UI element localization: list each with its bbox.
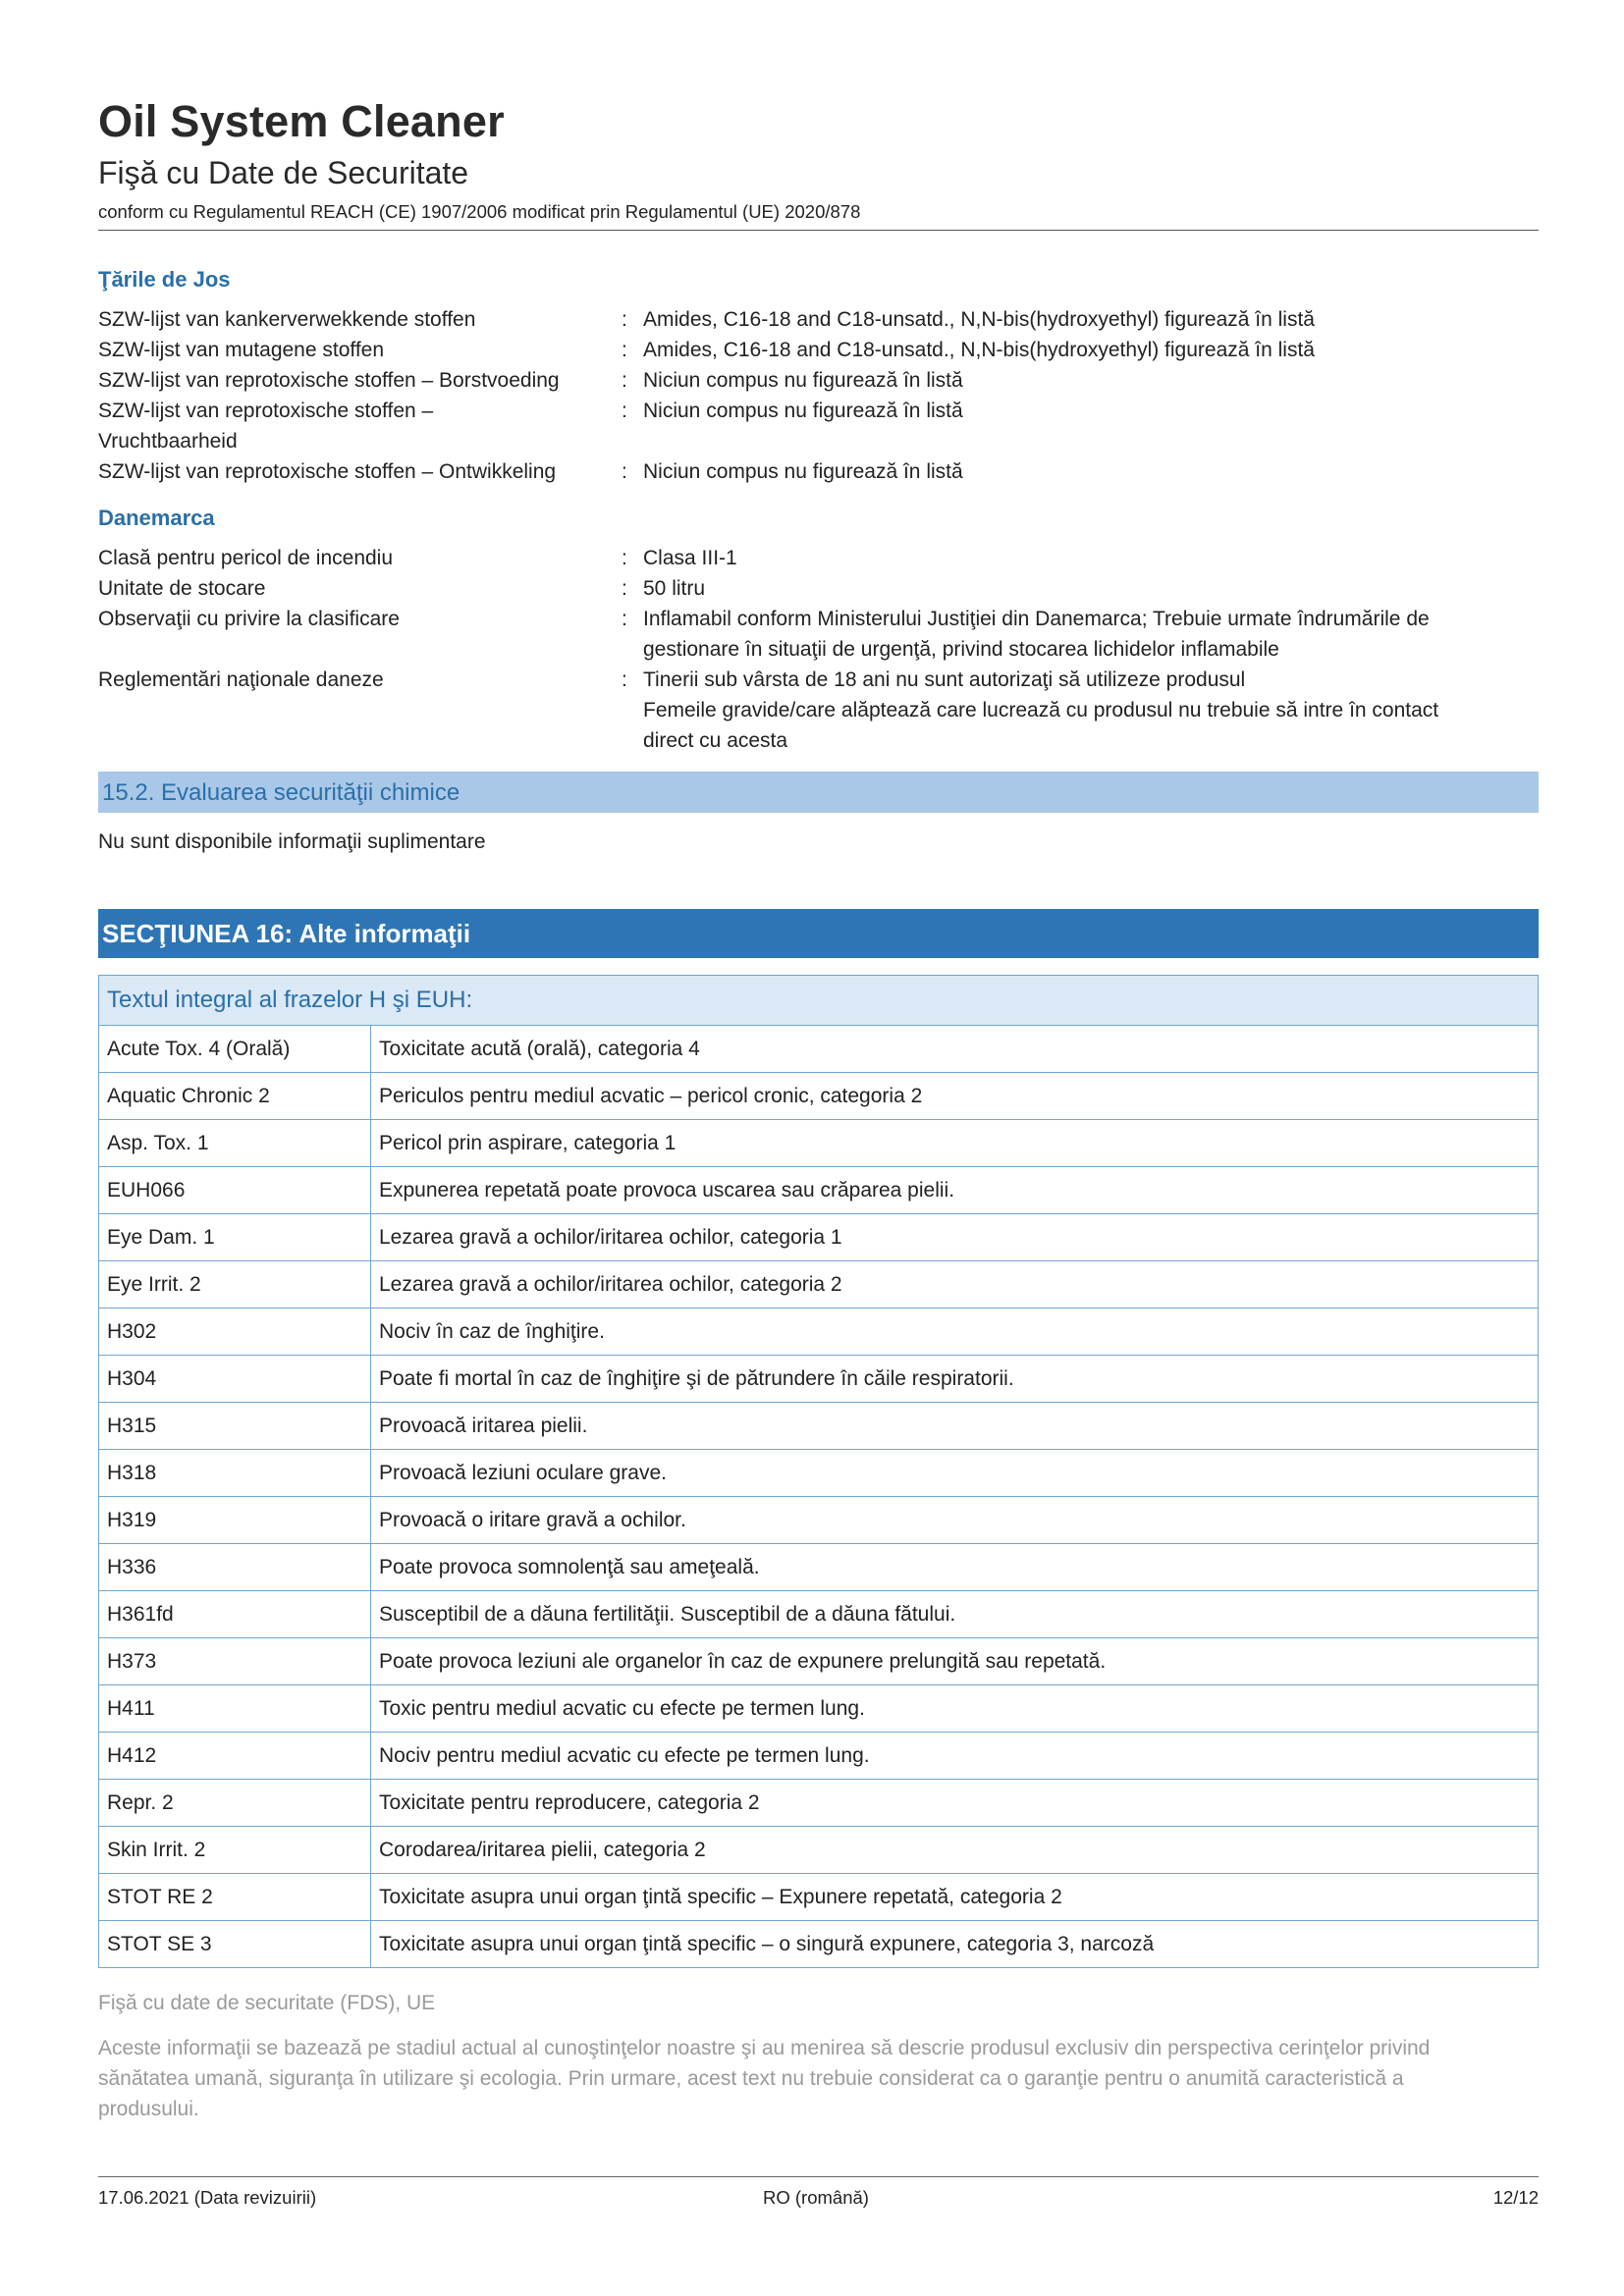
h-phrase-code: Acute Tox. 4 (Orală) — [99, 1026, 371, 1073]
h-phrase-text: Lezarea gravă a ochilor/iritarea ochilor, categoria 1 — [371, 1214, 1539, 1261]
h-phrase-code: H319 — [99, 1497, 371, 1544]
h-phrase-code: EUH066 — [99, 1167, 371, 1214]
h-phrase-code: H361fd — [99, 1591, 371, 1638]
h-phrase-row — [99, 1591, 1539, 1638]
h-phrase-row — [99, 1733, 1539, 1780]
row-separator: : — [622, 460, 627, 483]
h-phrase-row — [99, 1403, 1539, 1450]
row-key: SZW-lijst van reprotoxische stoffen – Ontwikkeling — [98, 460, 557, 483]
row-separator: : — [622, 608, 627, 630]
subsection-15-2-title: 15.2. Evaluarea securităţii chimice — [102, 779, 460, 806]
h-phrases-table-title: Textul integral al frazelor H şi EUH: — [99, 976, 1539, 1026]
h-phrase-text: Provoacă leziuni oculare grave. — [371, 1450, 1539, 1497]
row-key: SZW-lijst van reprotoxische stoffen – Borstvoeding — [98, 369, 560, 392]
h-phrase-code: H304 — [99, 1356, 371, 1403]
row-value-continuation: Femeile gravide/care alăptează care lucrează cu produsul nu trebuie să intre în contact — [643, 699, 1439, 721]
row-value: Niciun compus nu figurează în listă — [643, 369, 963, 392]
row-value: Tinerii sub vârsta de 18 ani nu sunt autorizaţi să utilizeze produsul — [643, 668, 1246, 691]
h-phrase-row — [99, 1827, 1539, 1874]
h-phrase-text: Provoacă iritarea pielii. — [371, 1403, 1539, 1450]
row-key: SZW-lijst van kankerverwekkende stoffen — [98, 308, 476, 331]
disclaimer-line: Aceste informaţii se bazează pe stadiul actual al cunoştinţelor noastre şi au menirea să descrie produsul exclusiv din perspectiva cerinţelor privind — [98, 2037, 1431, 2059]
h-phrase-row — [99, 1308, 1539, 1356]
footer-divider — [98, 2176, 1539, 2177]
h-phrase-text: Provoacă o iritare gravă a ochilor. — [371, 1497, 1539, 1544]
row-separator: : — [622, 400, 627, 422]
subsection-15-2-text: Nu sunt disponibile informaţii suplimentare — [98, 830, 486, 853]
netherlands-heading: Ţările de Jos — [98, 267, 231, 292]
h-phrase-code: H412 — [99, 1733, 371, 1780]
h-phrase-code: H336 — [99, 1544, 371, 1591]
row-separator: : — [622, 577, 627, 600]
h-phrase-text: Toxic pentru mediul acvatic cu efecte pe termen lung. — [371, 1685, 1539, 1733]
h-phrase-code: H373 — [99, 1638, 371, 1685]
h-phrase-row — [99, 1214, 1539, 1261]
subsection-15-2-header — [98, 772, 1539, 813]
h-phrase-code: H318 — [99, 1450, 371, 1497]
h-phrase-code: STOT RE 2 — [99, 1874, 371, 1921]
h-phrase-text: Poate provoca somnolenţă sau ameţeală. — [371, 1544, 1539, 1591]
row-key: SZW-lijst van mutagene stoffen — [98, 339, 385, 361]
h-phrase-text: Poate fi mortal în caz de înghiţire şi de pătrundere în căile respiratorii. — [371, 1356, 1539, 1403]
h-phrase-text: Toxicitate asupra unui organ ţintă specific – o singură expunere, categoria 3, narcoză — [371, 1921, 1539, 1968]
h-phrase-row — [99, 1167, 1539, 1214]
h-phrases-rows — [99, 1026, 1539, 1968]
h-phrase-code: STOT SE 3 — [99, 1921, 371, 1968]
document-title: Oil System Cleaner — [98, 96, 505, 146]
row-separator: : — [622, 668, 627, 691]
h-phrase-row — [99, 1356, 1539, 1403]
footer-revision-date: 17.06.2021 (Data revizuirii) — [98, 2187, 317, 2208]
row-value: 50 litru — [643, 577, 706, 600]
row-key: SZW-lijst van reprotoxische stoffen – — [98, 400, 434, 422]
row-key: Reglementări naţionale daneze — [98, 668, 384, 691]
row-key: Observaţii cu privire la clasificare — [98, 608, 400, 630]
sds-note: Fişă cu date de securitate (FDS), UE — [98, 1992, 436, 2014]
h-phrase-text: Toxicitate asupra unui organ ţintă specific – Expunere repetată, categoria 2 — [371, 1874, 1539, 1921]
h-phrase-row — [99, 1685, 1539, 1733]
row-separator: : — [622, 308, 627, 331]
h-phrase-row — [99, 1073, 1539, 1120]
h-phrase-row — [99, 1497, 1539, 1544]
h-phrase-row — [99, 1874, 1539, 1921]
h-phrase-code: Repr. 2 — [99, 1780, 371, 1827]
row-separator: : — [622, 369, 627, 392]
h-phrase-text: Corodarea/iritarea pielii, categoria 2 — [371, 1827, 1539, 1874]
regulation-line: conform cu Regulamentul REACH (CE) 1907/2006 modificat prin Regulamentul (UE) 2020/878 — [98, 201, 861, 222]
h-phrase-code: Eye Irrit. 2 — [99, 1261, 371, 1308]
row-value-continuation: gestionare în situaţii de urgenţă, privind stocarea lichidelor inflamabile — [643, 638, 1279, 661]
h-phrase-text: Pericol prin aspirare, categoria 1 — [371, 1120, 1539, 1167]
h-phrase-code: H411 — [99, 1685, 371, 1733]
section-16-title: SECŢIUNEA 16: Alte informaţii — [102, 919, 471, 948]
h-phrase-text: Susceptibil de a dăuna fertilităţii. Susceptibil de a dăuna fătului. — [371, 1591, 1539, 1638]
h-phrase-row — [99, 1780, 1539, 1827]
h-phrase-code: Eye Dam. 1 — [99, 1214, 371, 1261]
row-key-continuation: Vruchtbaarheid — [98, 430, 238, 453]
h-phrase-code: Skin Irrit. 2 — [99, 1827, 371, 1874]
h-phrase-row — [99, 1450, 1539, 1497]
h-phrase-row — [99, 1261, 1539, 1308]
footer-page-number: 12/12 — [1492, 2187, 1539, 2208]
h-phrase-text: Periculos pentru mediul acvatic – pericol cronic, categoria 2 — [371, 1073, 1539, 1120]
h-phrase-code: H302 — [99, 1308, 371, 1356]
h-phrase-row — [99, 1638, 1539, 1685]
row-key: Clasă pentru pericol de incendiu — [98, 547, 394, 569]
row-value: Niciun compus nu figurează în listă — [643, 460, 963, 483]
disclaimer-line: produsului. — [98, 2098, 199, 2120]
h-phrase-text: Nociv în caz de înghiţire. — [371, 1308, 1539, 1356]
row-value: Clasa III-1 — [643, 547, 737, 569]
row-separator: : — [622, 339, 627, 361]
header-divider — [98, 230, 1539, 231]
section-16-header — [98, 909, 1539, 958]
row-value: Amides, C16-18 and C18-unsatd., N,N-bis(hydroxyethyl) figurează în listă — [643, 339, 1315, 361]
h-phrase-row — [99, 1921, 1539, 1968]
h-phrase-code: Asp. Tox. 1 — [99, 1120, 371, 1167]
row-value: Niciun compus nu figurează în listă — [643, 400, 963, 422]
h-phrase-text: Toxicitate acută (orală), categoria 4 — [371, 1026, 1539, 1073]
document-subtitle: Fişă cu Date de Securitate — [98, 155, 469, 190]
footer-language: RO (română) — [763, 2187, 869, 2208]
h-phrase-text: Nociv pentru mediul acvatic cu efecte pe termen lung. — [371, 1733, 1539, 1780]
h-phrase-text: Poate provoca leziuni ale organelor în caz de expunere prelungită sau repetată. — [371, 1638, 1539, 1685]
row-key: Unitate de stocare — [98, 577, 266, 600]
denmark-heading: Danemarca — [98, 506, 215, 530]
h-phrase-text: Lezarea gravă a ochilor/iritarea ochilor, categoria 2 — [371, 1261, 1539, 1308]
h-phrase-row — [99, 1026, 1539, 1073]
h-phrase-row — [99, 1120, 1539, 1167]
disclaimer-line: sănătatea umană, siguranţa în utilizare şi ecologia. Prin urmare, acest text nu trebuie considerat ca o garanţie pentru o anumită caracteristică a — [98, 2067, 1404, 2090]
row-value-continuation: direct cu acesta — [643, 729, 788, 752]
h-phrases-table — [98, 975, 1539, 1968]
h-phrase-code: H315 — [99, 1403, 371, 1450]
h-phrase-code: Aquatic Chronic 2 — [99, 1073, 371, 1120]
row-value: Inflamabil conform Ministerului Justiţiei din Danemarca; Trebuie urmate îndrumările de — [643, 608, 1430, 630]
h-phrase-row — [99, 1544, 1539, 1591]
row-separator: : — [622, 547, 627, 569]
row-value: Amides, C16-18 and C18-unsatd., N,N-bis(hydroxyethyl) figurează în listă — [643, 308, 1315, 331]
h-phrase-text: Expunerea repetată poate provoca uscarea sau crăparea pielii. — [371, 1167, 1539, 1214]
h-phrase-text: Toxicitate pentru reproducere, categoria 2 — [371, 1780, 1539, 1827]
